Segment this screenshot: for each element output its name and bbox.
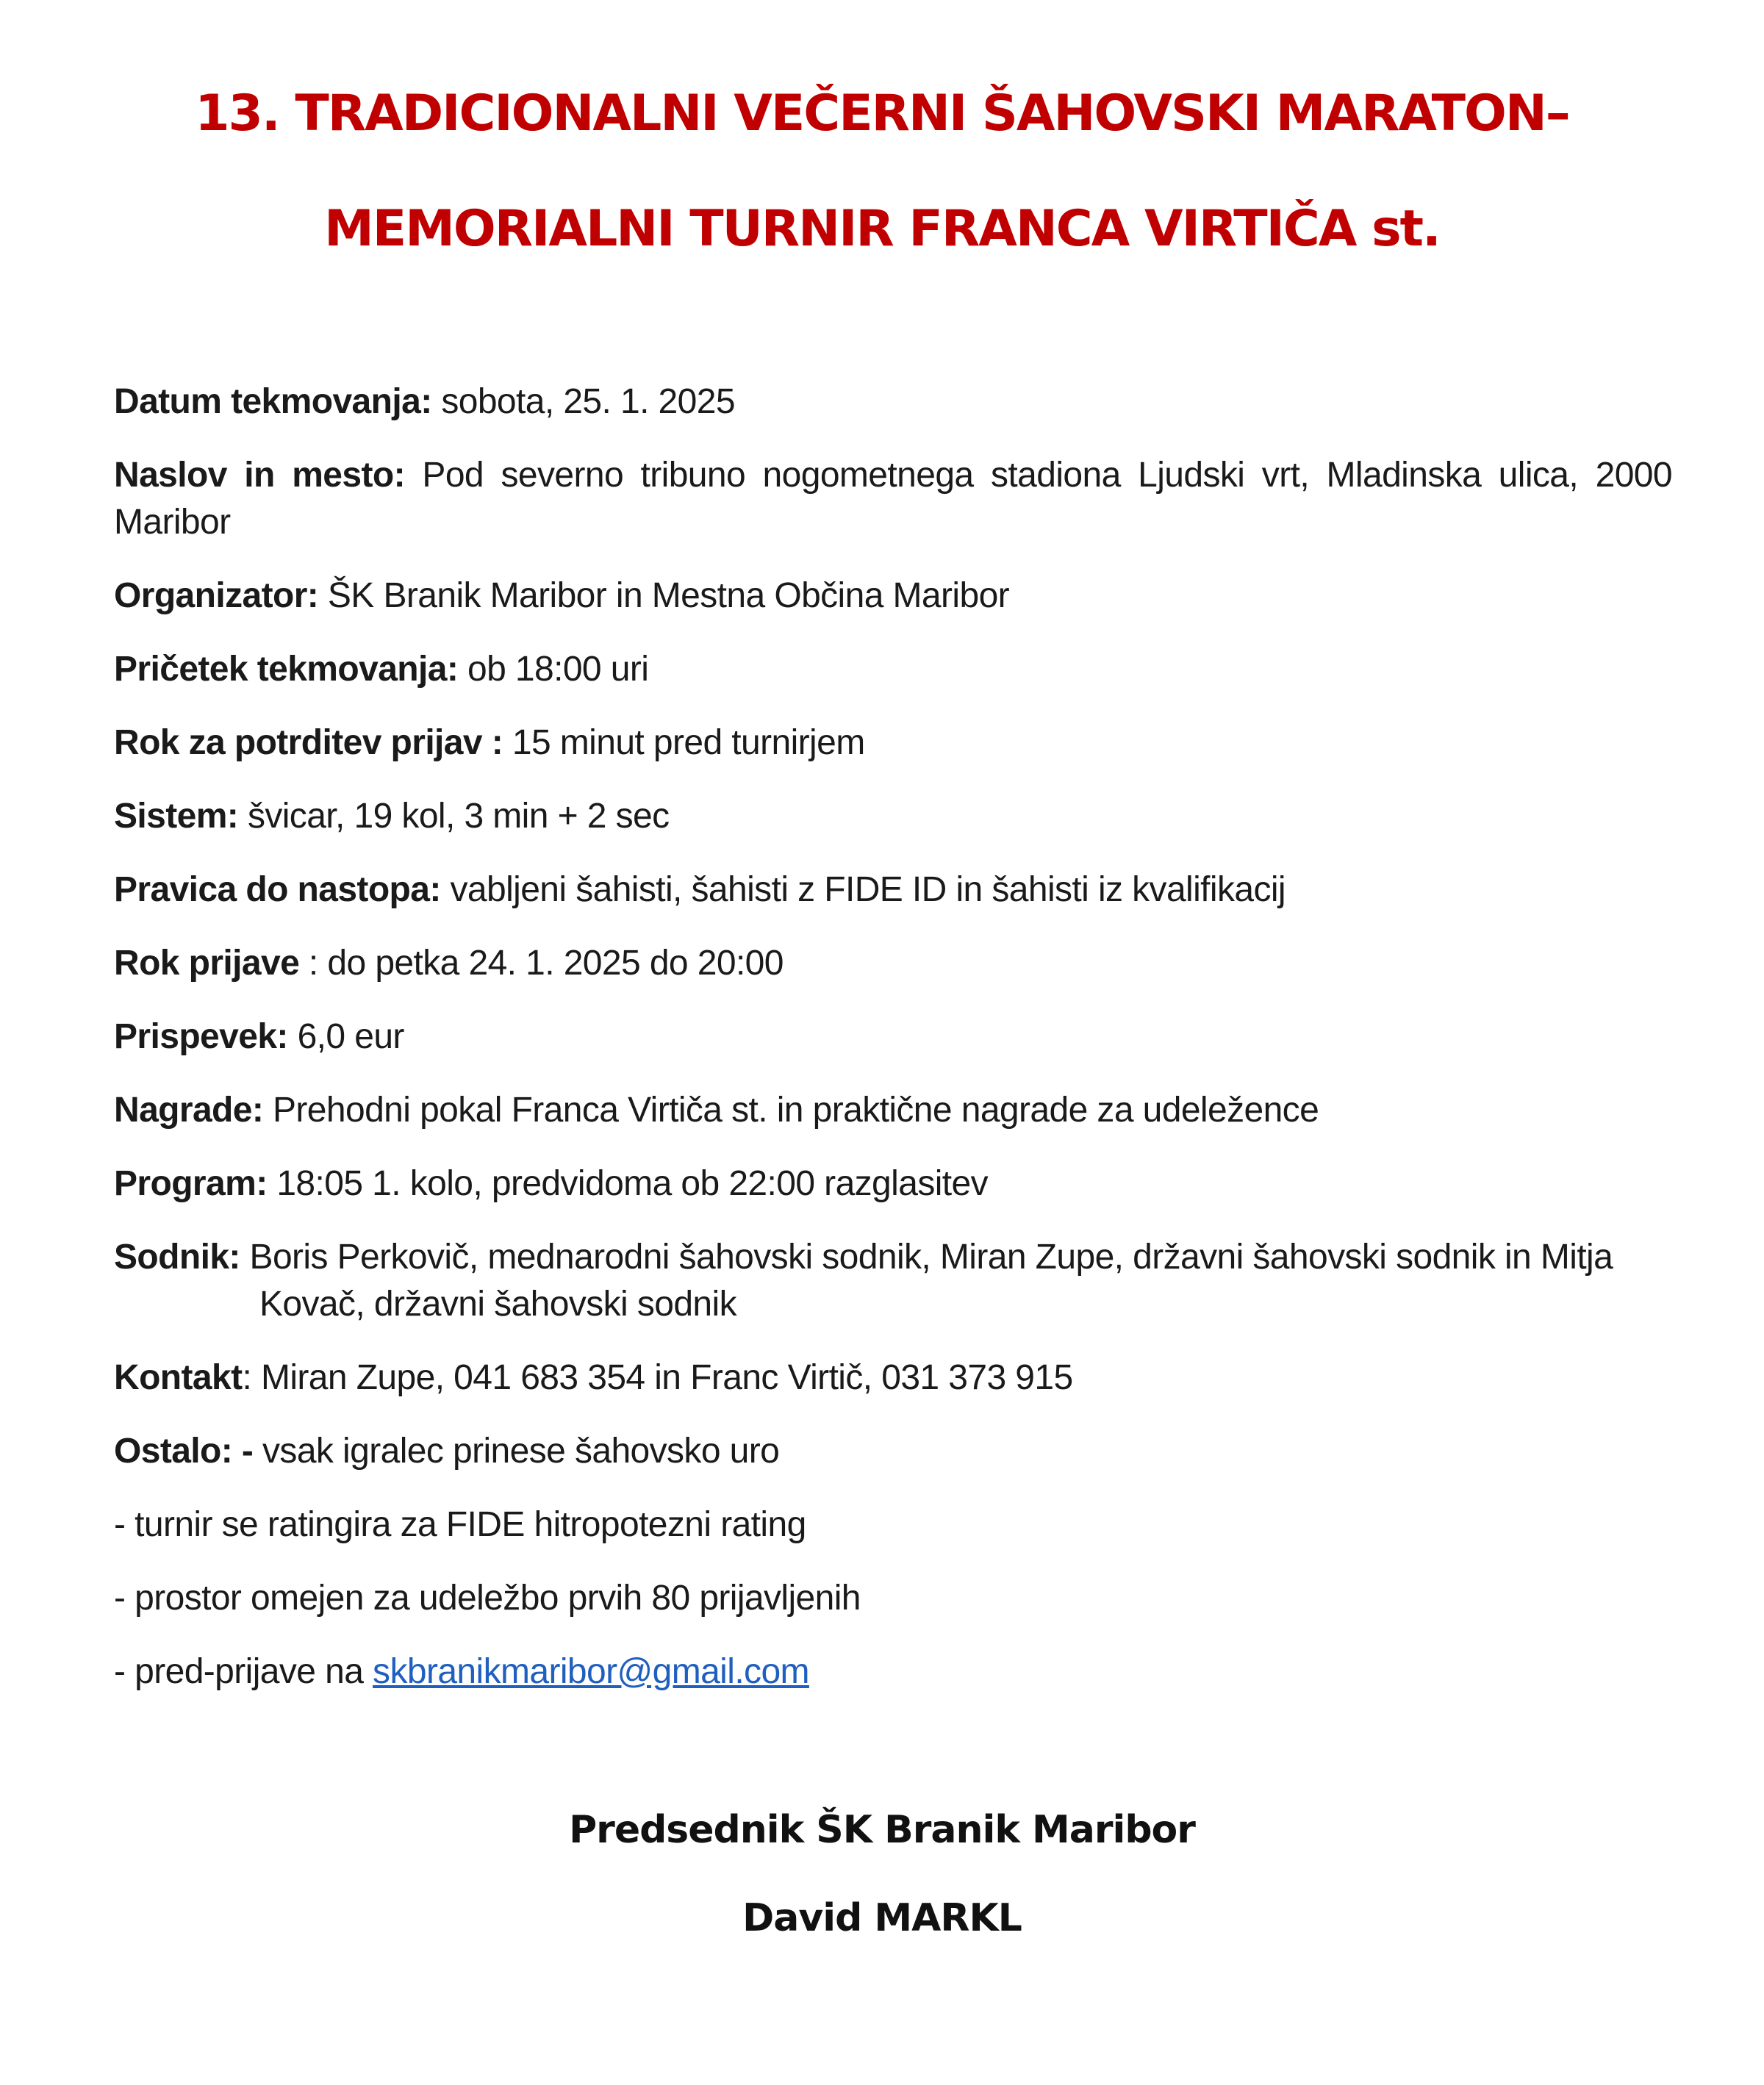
field-organizer-label: Organizator: xyxy=(114,576,319,615)
field-address xyxy=(114,452,1672,546)
field-prizes-value: Prehodni pokal Franca Virtiča st. in praktične nagrade za udeležence xyxy=(263,1091,1319,1130)
field-fee-label: Prispevek: xyxy=(114,1017,288,1056)
field-eligibility-label: Pravica do nastopa: xyxy=(114,870,441,909)
field-contact-value: : Miran Zupe, 041 683 354 in Franc Virtič, 031 373 915 xyxy=(242,1358,1073,1397)
field-start-time xyxy=(114,646,1672,693)
note-pre-registration-text: - pred-prijave na xyxy=(114,1652,373,1691)
field-eligibility-value: vabljeni šahisti, šahisti z FIDE ID in šahisti iz kvalifikacij xyxy=(440,870,1286,909)
field-start-time-label: Pričetek tekmovanja: xyxy=(114,650,459,689)
title-line-2: MEMORIALNI TURNIR FRANCA VIRTIČA st. xyxy=(324,200,1440,258)
note-pre-registration xyxy=(114,1648,1672,1695)
field-contact-label: Kontakt xyxy=(114,1358,243,1397)
field-contact xyxy=(114,1354,1672,1402)
field-confirmation-deadline-value: 15 minut pred turnirjem xyxy=(503,723,865,762)
field-other-value: vsak igralec prinese šahovsko uro xyxy=(253,1432,780,1471)
field-other-label: Ostalo: - xyxy=(114,1432,254,1471)
field-other xyxy=(114,1428,1672,1475)
signature-role: Predsednik ŠK Branik Maribor xyxy=(569,1808,1195,1852)
field-referees xyxy=(114,1234,1672,1328)
field-fee-value: 6,0 eur xyxy=(287,1017,404,1056)
field-confirmation-deadline-label: Rok za potrditev prijav : xyxy=(114,723,503,762)
field-address-label: Naslov in mesto: xyxy=(114,456,405,495)
title-line-1: 13. TRADICIONALNI VEČERNI ŠAHOVSKI MARATON– xyxy=(195,85,1569,143)
field-fee xyxy=(114,1013,1672,1061)
field-address-value: Pod severno tribuno nogometnega stadiona Ljudski vrt, Mladinska ulica, 2000 Maribor xyxy=(114,456,1672,542)
note-rating: - turnir se ratingira za FIDE hitropotezni rating xyxy=(114,1505,806,1544)
field-registration-deadline-label: Rok prijave xyxy=(114,944,300,983)
field-system-value: švicar, 19 kol, 3 min + 2 sec xyxy=(238,797,670,836)
field-organizer-value: ŠK Branik Maribor in Mestna Občina Maribor xyxy=(318,576,1010,615)
signature-name: David MARKL xyxy=(742,1896,1022,1940)
field-prizes-label: Nagrade: xyxy=(114,1091,264,1130)
field-system xyxy=(114,793,1672,840)
field-registration-deadline-value: : do petka 24. 1. 2025 do 20:00 xyxy=(299,944,784,983)
event-details xyxy=(114,378,1672,1722)
field-date xyxy=(114,378,1672,426)
note-capacity: - prostor omejen za udeležbo prvih 80 prijavljenih xyxy=(114,1579,861,1618)
field-date-label: Datum tekmovanja: xyxy=(114,382,432,421)
field-program xyxy=(114,1160,1672,1207)
field-program-value: 18:05 1. kolo, predvidoma ob 22:00 razglasitev xyxy=(267,1164,989,1203)
field-referees-value: Boris Perkovič, mednarodni šahovski sodnik, Miran Zupe, državni šahovski sodnik in Mitja Kovač, državni šahovski sodnik xyxy=(240,1238,1613,1324)
field-referees-label: Sodnik: xyxy=(114,1238,240,1277)
field-program-label: Program: xyxy=(114,1164,268,1203)
field-organizer xyxy=(114,573,1672,620)
field-registration-deadline xyxy=(114,940,1672,987)
field-date-value: sobota, 25. 1. 2025 xyxy=(431,382,735,421)
field-confirmation-deadline xyxy=(114,719,1672,767)
field-system-label: Sistem: xyxy=(114,797,239,836)
field-start-time-value: ob 18:00 uri xyxy=(458,650,649,689)
field-eligibility xyxy=(114,866,1672,914)
field-prizes xyxy=(114,1087,1672,1134)
email-link[interactable]: skbranikmaribor@gmail.com xyxy=(373,1652,809,1691)
